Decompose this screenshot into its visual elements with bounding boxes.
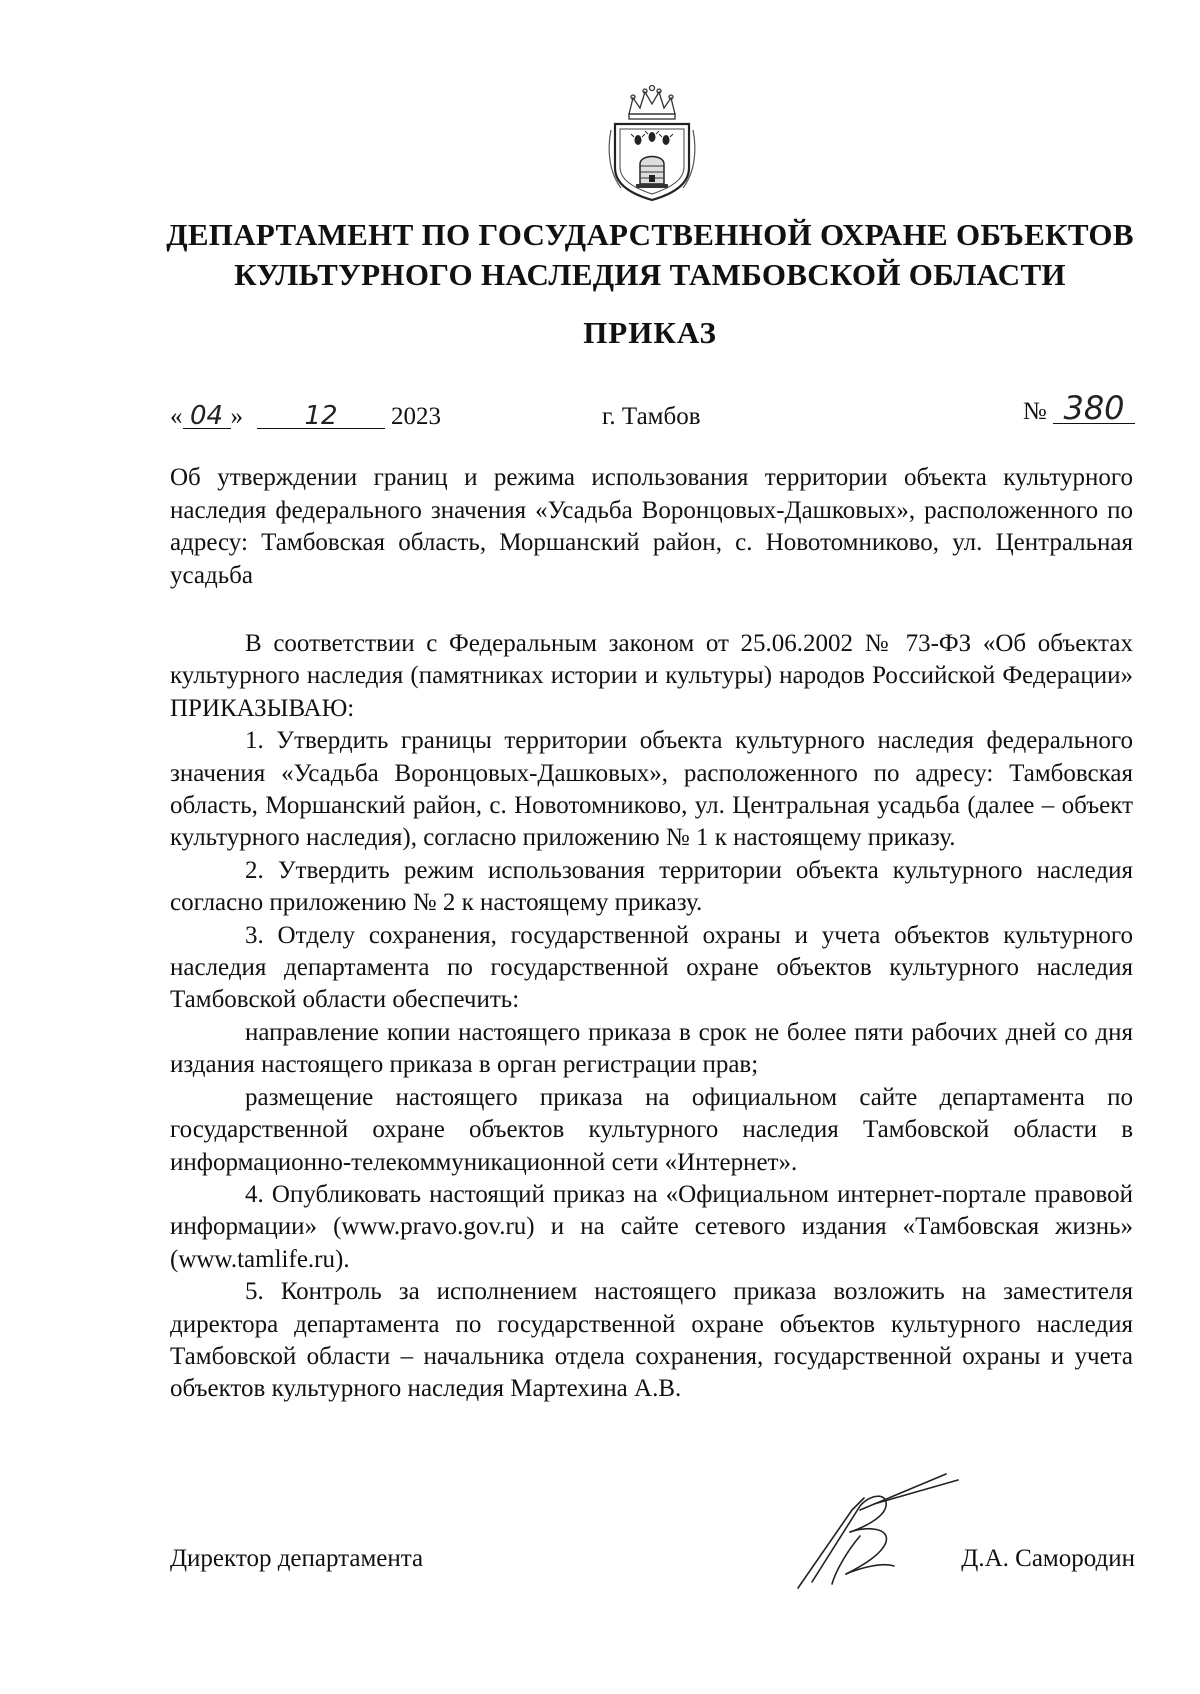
date-year: 2023 <box>391 403 441 430</box>
document-number-value: 380 <box>1063 389 1125 427</box>
body-paragraph-item-4: 4. Опубликовать настоящий приказ на «Официальном интернет-портале правовой информации» (www.pravo.gov.ru) и на сайте сетевого издания «Тамбовская жизнь» (www.tamlife.ru). <box>170 1180 1133 1273</box>
document-body <box>170 628 1133 1406</box>
date-day-field <box>183 401 231 431</box>
date-city-number-row <box>170 389 1135 445</box>
body-paragraph-item-5: 5. Контроль за исполнением настоящего приказа возложить на заместителя директора департамента по государственной охране объектов культурного наследия Тамбовской области – начальника отдела сохранения, государственной охраны и учета объектов культурного наследия Мартехина А.В. <box>170 1278 1133 1403</box>
date-day: 04 <box>189 401 224 431</box>
document-number-label: № <box>1022 398 1047 425</box>
body-paragraph-item-3-subitem-1: направление копии настоящего приказа в срок не более пяти рабочих дней со дня издания настоящего приказа в орган регистрации прав; <box>170 1018 1133 1079</box>
document-number <box>1022 389 1135 427</box>
document-title: ПРИКАЗ <box>583 315 717 350</box>
document-number-field <box>1053 389 1135 427</box>
body-paragraph-item-3: 3. Отделу сохранения, государственной охраны и учета объектов культурного наследия департамента по государственной охране объектов культурного наследия Тамбовской области обеспечить: <box>170 921 1133 1014</box>
body-paragraph-item-2: 2. Утвердить режим использования территории объекта культурного наследия согласно приложению № 2 к настоящему приказу. <box>170 856 1133 917</box>
body-paragraph-item-3-subitem-2: размещение настоящего приказа на официальном сайте департамента по государственной охране объектов культурного наследия Тамбовской области в информационно-телекоммуникационной сети «Интернет». <box>170 1083 1133 1176</box>
organization-name <box>150 215 1150 295</box>
date-close-quote: » <box>230 403 243 430</box>
handwritten-signature-icon <box>790 1470 970 1600</box>
coat-of-arms-icon <box>607 84 697 204</box>
body-paragraph-item-1: 1. Утвердить границы территории объекта культурного наследия федерального значения «Усадьба Воронцовых-Дашковых», расположенного по адресу: Тамбовская область, Моршанский район, с. Новотомниково, ул. Центральная усадьба (далее – объект культурного наследия), согласно приложению № 1 к настоящему приказу. <box>170 727 1133 852</box>
date-month-field <box>257 401 385 431</box>
date-month: 12 <box>304 401 338 431</box>
organization-name-line-2: КУЛЬТУРНОГО НАСЛЕДИЯ ТАМБОВСКОЙ ОБЛАСТИ <box>234 257 1066 292</box>
signature-block <box>170 1515 1135 1625</box>
document-subject: Об утверждении границ и режима использования территории объекта культурного наследия федерального значения «Усадьба Воронцовых-Дашковых», расположенного по адресу: Тамбовская область, Моршанский район, с. Новотомниково, ул. Центральная усадьба <box>170 464 1133 589</box>
body-paragraph-preamble: В соответствии с Федеральным законом от 25.06.2002 № 73-ФЗ «Об объектах культурного наследия (памятниках истории и культуры) народов Российской Федерации» ПРИКАЗЫВАЮ: <box>170 630 1133 722</box>
date-open-quote: « <box>170 403 183 430</box>
document-city: г. Тамбов <box>602 403 701 430</box>
document-date <box>170 403 441 431</box>
organization-name-line-1: ДЕПАРТАМЕНТ ПО ГОСУДАРСТВЕННОЙ ОХРАНЕ ОБЪЕКТОВ <box>166 217 1134 252</box>
signatory-position: Директор департамента <box>170 1545 424 1572</box>
signatory-name: Д.А. Самородин <box>961 1545 1135 1572</box>
